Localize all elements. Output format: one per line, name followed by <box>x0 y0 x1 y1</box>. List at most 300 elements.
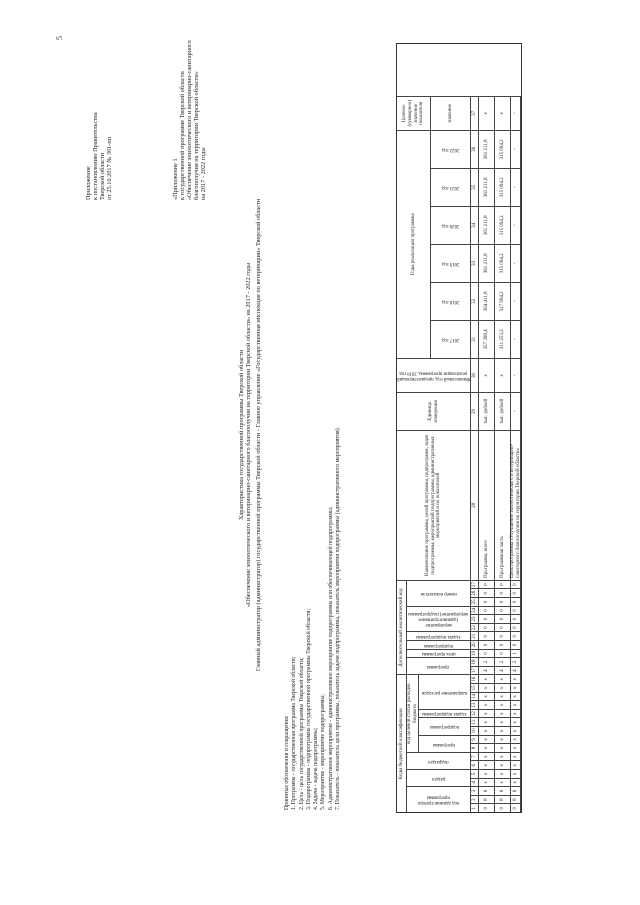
column-number-text: 27 <box>471 582 477 588</box>
column-number <box>471 683 479 692</box>
annex-line: «Обеспечение эпизоотического и ветеринарно-санитарного <box>186 40 193 200</box>
row-name-text: Программная часть <box>499 536 505 578</box>
code-cell <box>479 657 495 666</box>
column-number <box>471 244 479 282</box>
column-number-text: 25 <box>471 599 477 605</box>
header-task-num-text: задача подпрограммы <box>416 634 461 639</box>
header-years-text: Годы реализации программы <box>410 213 416 276</box>
header-year-3-text: 2019 год <box>441 261 460 267</box>
header-task <box>419 709 471 718</box>
column-number-text: 6 <box>471 763 477 767</box>
column-number-text: 37 <box>471 110 477 116</box>
column-number <box>471 580 479 589</box>
header-sub-num-text: подпрограмма <box>423 642 454 648</box>
column-number <box>471 631 479 640</box>
column-number <box>471 803 479 812</box>
header-year-2 <box>431 282 471 320</box>
code-cell <box>479 778 495 787</box>
row-name <box>511 430 521 580</box>
row-total-text: х <box>483 112 489 115</box>
column-number <box>471 795 479 804</box>
column-number-text: 35 <box>471 184 477 190</box>
code-cell <box>511 752 521 761</box>
approval-line: Тверской области <box>99 152 106 200</box>
code-cell <box>495 709 511 718</box>
code-cell <box>511 614 521 623</box>
code-cell-text: х <box>499 781 505 784</box>
column-number <box>471 752 479 761</box>
row-year-value-text: 364 411,8 <box>483 291 489 312</box>
row-fin-year-text: х <box>499 374 505 377</box>
row-unit <box>495 392 511 430</box>
column-number <box>471 709 479 718</box>
code-cell <box>479 649 495 658</box>
header-program-code <box>397 580 407 675</box>
column-number <box>471 760 479 769</box>
column-number-text: 8 <box>471 746 477 750</box>
code-cell <box>479 606 495 615</box>
row-year-value-text: - <box>512 300 518 303</box>
row-year-value-text: 361 211,8 <box>483 177 489 198</box>
row-year-value <box>511 168 521 206</box>
code-cell <box>511 692 521 701</box>
column-number-text: 4 <box>471 781 477 784</box>
header-section-text: раздел <box>431 775 446 781</box>
code-cell <box>511 580 521 589</box>
row-year-value <box>479 320 495 358</box>
code-cell-text: х <box>512 781 518 784</box>
code-cell <box>495 580 511 589</box>
header-event-text: мероприятие (административное мероприятие) подпрограммы <box>408 611 469 628</box>
row-year-value <box>479 206 495 244</box>
header-year-4 <box>431 206 471 244</box>
code-cell <box>479 726 495 735</box>
code-cell <box>495 726 511 735</box>
code-cell <box>495 606 511 615</box>
column-number <box>471 743 479 752</box>
column-number <box>471 358 479 392</box>
code-cell <box>495 674 511 683</box>
column-number-text: 7 <box>471 755 477 758</box>
row-year-value <box>495 206 511 244</box>
code-cell-text: х <box>512 720 518 724</box>
column-number <box>471 778 479 787</box>
column-number-text: 1 <box>471 806 477 810</box>
header-year-4-text: 2020 год <box>441 223 460 229</box>
column-number <box>471 674 479 683</box>
annex-line: к государственной программе Тверской области <box>179 71 186 200</box>
header-target-article <box>407 674 419 751</box>
row-fin-year <box>495 358 511 392</box>
code-cell-text: 0 <box>483 652 489 655</box>
code-cell-text: 0 <box>512 643 518 647</box>
code-cell-text: 2 <box>483 660 489 664</box>
row-year-value <box>479 130 495 168</box>
code-cell <box>479 743 495 752</box>
row-total-text: - <box>512 112 518 115</box>
column-number-text: 32 <box>471 298 477 304</box>
row-year-value-text: - <box>512 224 518 227</box>
header-unit <box>397 392 471 430</box>
code-cell <box>511 674 521 683</box>
column-number-text: 34 <box>471 222 477 228</box>
code-cell <box>495 623 511 632</box>
code-cell-text: 8 <box>499 798 505 801</box>
code-cell <box>511 623 521 632</box>
code-cell-text: 6 <box>483 789 489 793</box>
column-number <box>471 430 479 580</box>
code-cell-text: х <box>483 746 489 750</box>
header-admin-code <box>407 786 471 812</box>
code-cell-text: 0 <box>483 643 489 647</box>
row-fin-year-text: х <box>483 374 489 377</box>
code-cell <box>479 674 495 683</box>
code-cell-text: х <box>499 712 505 715</box>
code-cell <box>511 717 521 726</box>
code-cell-text: х <box>512 746 518 750</box>
code-cell-text: 0 <box>499 600 505 604</box>
header-value-text: значение <box>447 103 453 123</box>
header-year-2-text: 2018 год <box>441 299 460 305</box>
code-cell <box>495 631 511 640</box>
column-number <box>471 726 479 735</box>
annex-line: на 2017 - 2022 годы <box>200 147 207 200</box>
column-number-text: 19 <box>471 650 477 656</box>
code-cell-text: 0 <box>483 609 489 612</box>
document-title <box>238 105 262 765</box>
code-cell <box>511 649 521 658</box>
code-cell-text: х <box>483 695 489 698</box>
code-cell <box>495 588 511 597</box>
row-year-value-text: 357 398,4 <box>483 329 489 350</box>
code-cell <box>479 666 495 675</box>
row-year-value <box>495 244 511 282</box>
code-cell <box>479 769 495 778</box>
row-year-value-text: 315 094,2 <box>499 253 505 274</box>
code-cell-text: х <box>512 738 518 741</box>
column-number <box>471 666 479 675</box>
code-cell-text: х <box>483 772 489 776</box>
header-goal-text: цель программы <box>421 651 456 657</box>
code-cell-text: х <box>483 720 489 724</box>
legend-item: 3. Подпрограмма - подпрограмма государственной программы Тверской области; <box>305 608 312 810</box>
row-year-value <box>511 282 521 320</box>
code-cell <box>479 735 495 744</box>
code-cell-text: 8 <box>512 798 518 801</box>
header-years <box>397 130 431 358</box>
row-fin-year-text: - <box>512 374 518 377</box>
code-cell-text: 0 <box>483 626 489 629</box>
code-cell-text: х <box>499 720 505 724</box>
column-number <box>471 392 479 430</box>
row-year-value-text: 361 211,8 <box>483 215 489 236</box>
code-cell <box>511 760 521 769</box>
header-prog-program <box>407 657 471 674</box>
row-unit-text: тыс. рублей <box>483 398 489 424</box>
code-cell-text: х <box>499 763 505 767</box>
column-number-text: 36 <box>471 146 477 152</box>
annex-line: «Приложение 1 <box>172 158 179 200</box>
header-name-text: Наименование программы, целей программы, подпрограмм, задач подпрограммы, мероприятий подпрограммы, административных мероприятий и их показателей <box>425 434 442 576</box>
code-cell-text: 2 <box>512 660 518 664</box>
code-cell-text: 0 <box>512 583 518 586</box>
column-number <box>471 717 479 726</box>
code-cell-text: х <box>483 763 489 767</box>
header-program-code-text: Дополнительный аналитический код <box>398 588 404 667</box>
code-cell-text: х <box>512 686 518 690</box>
code-cell-text: х <box>499 772 505 776</box>
column-number-text: 22 <box>471 625 477 631</box>
code-cell <box>511 597 521 606</box>
header-task-num <box>407 631 471 640</box>
code-cell <box>495 735 511 744</box>
header-subsection-text: подраздел <box>428 758 449 764</box>
row-name-text: Программа, всего <box>483 540 489 578</box>
column-number <box>471 606 479 615</box>
code-cell <box>495 597 511 606</box>
code-cell-text: х <box>483 729 489 733</box>
row-year-value <box>479 168 495 206</box>
code-cell <box>479 623 495 632</box>
header-indicator <box>407 580 471 606</box>
header-subprogram-text: подпрограмма <box>429 724 460 730</box>
code-cell <box>479 588 495 597</box>
code-cell <box>495 760 511 769</box>
column-number-text: 18 <box>471 659 477 665</box>
code-cell-text: х <box>483 781 489 784</box>
header-goal <box>407 649 471 658</box>
row-year-value-text: 361 211,8 <box>483 139 489 160</box>
row-year-value-text: - <box>512 262 518 265</box>
code-cell <box>495 640 511 649</box>
code-cell <box>495 666 511 675</box>
column-number <box>471 786 479 795</box>
code-cell <box>479 580 495 589</box>
code-cell-text: 4 <box>499 669 505 672</box>
row-year-value <box>495 130 511 168</box>
code-cell <box>495 778 511 787</box>
row-name <box>495 430 511 580</box>
code-cell <box>479 692 495 701</box>
code-cell-text: 0 <box>512 600 518 604</box>
code-cell-text: 0 <box>499 591 505 595</box>
code-cell-text: 0 <box>483 583 489 586</box>
column-number <box>471 623 479 632</box>
code-cell <box>511 640 521 649</box>
code-cell-text: 0 <box>512 634 518 638</box>
code-cell-text: х <box>483 703 489 707</box>
column-number-text: 5 <box>471 772 477 776</box>
code-cell-text: 0 <box>483 806 489 810</box>
code-cell <box>495 803 511 812</box>
code-cell-text: х <box>483 677 489 681</box>
code-cell <box>511 778 521 787</box>
row-unit-text: тыс. рублей <box>499 398 505 424</box>
annex-line: благополучия на территории Тверской области» <box>193 71 200 200</box>
code-cell <box>495 692 511 701</box>
code-cell-text: 0 <box>499 617 505 621</box>
code-cell <box>479 683 495 692</box>
column-number <box>471 588 479 597</box>
code-cell <box>511 709 521 718</box>
code-cell-text: х <box>499 755 505 758</box>
column-number-text: 13 <box>471 702 477 708</box>
column-number-text: 28 <box>471 502 477 508</box>
header-task-text: задача подпрограммы <box>422 711 467 717</box>
row-total <box>511 96 521 130</box>
row-total <box>495 96 511 130</box>
code-cell <box>479 631 495 640</box>
column-number-text: 23 <box>471 616 477 622</box>
row-year-value <box>495 168 511 206</box>
code-cell-text: 0 <box>499 634 505 638</box>
code-cell-text: 0 <box>499 806 505 810</box>
column-number-text: 10 <box>471 728 477 734</box>
code-cell-text: х <box>512 772 518 776</box>
code-cell-text: х <box>499 695 505 698</box>
code-cell-text: 0 <box>499 609 505 612</box>
code-cell <box>495 649 511 658</box>
code-cell <box>495 657 511 666</box>
code-cell <box>479 700 495 709</box>
code-cell <box>511 588 521 597</box>
code-cell <box>495 786 511 795</box>
code-cell <box>495 614 511 623</box>
code-cell-text: х <box>512 763 518 767</box>
header-event <box>407 606 471 632</box>
header-program-text: программа <box>433 741 456 747</box>
row-year-value-text: 315 094,2 <box>499 139 505 160</box>
row-year-value <box>511 244 521 282</box>
header-indicator-text: номер показателя <box>420 591 457 597</box>
code-cell <box>495 683 511 692</box>
code-cell-text: 8 <box>483 798 489 801</box>
code-cell <box>511 606 521 615</box>
code-cell <box>495 795 511 804</box>
header-fin-year <box>397 358 471 392</box>
program-table <box>396 43 522 813</box>
header-budget-codes <box>397 674 407 812</box>
header-name <box>397 430 471 580</box>
code-cell-text: х <box>499 738 505 741</box>
column-number-text: 15 <box>471 685 477 691</box>
column-number-text: 26 <box>471 590 477 596</box>
code-cell-text: 2 <box>499 660 505 664</box>
column-number <box>471 735 479 744</box>
code-cell-text: 0 <box>512 609 518 612</box>
row-year-value <box>495 320 511 358</box>
code-cell <box>495 743 511 752</box>
legend-item: 2. Цель - цель государственной программы Тверской области; <box>298 657 305 810</box>
approval-line: к постановлению Правительства <box>92 112 99 200</box>
column-number-text: 31 <box>471 336 477 342</box>
code-cell <box>511 795 521 804</box>
header-unit-text: Единица измерения <box>427 400 439 423</box>
header-year-1-text: 2017 год <box>441 337 460 343</box>
column-number-text: 30 <box>471 372 477 378</box>
column-number <box>471 96 479 130</box>
code-cell-text: 4 <box>483 669 489 672</box>
row-year-value <box>511 320 521 358</box>
column-number-text: 21 <box>471 633 477 639</box>
row-total-text: х <box>499 112 505 115</box>
column-number-text: 20 <box>471 642 477 648</box>
code-cell-text: х <box>499 686 505 690</box>
column-number <box>471 692 479 701</box>
header-direction-text: направление расходов <box>421 689 468 695</box>
row-year-value-text: 361 211,8 <box>483 253 489 274</box>
row-fin-year <box>479 358 495 392</box>
row-unit <box>511 392 521 430</box>
column-number <box>471 649 479 658</box>
header-sub-num <box>407 640 471 649</box>
header-prog-program-text: программа <box>427 664 450 670</box>
row-year-value <box>495 282 511 320</box>
row-name-text: Цель программы «Улучшение эпизоотического и ветеринарно-санитарного благополучия на территории Тверской области» <box>509 443 521 578</box>
page-number: 5 <box>55 36 64 40</box>
column-number-text: 12 <box>471 711 477 717</box>
header-subsection <box>407 752 471 769</box>
legend-item: 1. Программа - государственная программа Тверской области; <box>291 656 298 810</box>
header-budget-codes-text: Коды бюджетной классификации <box>398 708 404 780</box>
column-number <box>471 769 479 778</box>
column-number <box>471 657 479 666</box>
annex-block <box>172 40 207 200</box>
column-number <box>471 597 479 606</box>
code-cell <box>495 700 511 709</box>
column-number-text: 9 <box>471 738 477 741</box>
header-program <box>419 735 471 752</box>
code-cell <box>511 803 521 812</box>
column-number-text: 29 <box>471 408 477 414</box>
column-number <box>471 700 479 709</box>
code-cell-text: х <box>512 677 518 681</box>
row-unit <box>479 392 495 430</box>
header-admin-code-text: код администратора программы <box>418 794 459 806</box>
code-cell-text: 0 <box>483 634 489 638</box>
title-line: Главный администратор (администратор) государственной программы Тверской области - Главное управление «Государственная инспекция по ветеринарии» Тверской области <box>255 198 262 672</box>
header-year-1 <box>431 320 471 358</box>
code-cell-text: 0 <box>512 617 518 621</box>
code-cell <box>511 726 521 735</box>
code-cell <box>479 795 495 804</box>
row-unit-text: - <box>512 410 518 413</box>
code-cell-text: х <box>499 703 505 707</box>
row-year-value-text: - <box>512 148 518 151</box>
code-cell <box>511 735 521 744</box>
legend-item: 4. Задача - задача подпрограммы; <box>313 727 320 810</box>
code-cell <box>479 614 495 623</box>
header-section <box>407 769 471 786</box>
code-cell <box>511 657 521 666</box>
column-number-text: 2 <box>471 798 477 801</box>
column-number-text: 24 <box>471 607 477 613</box>
legend-item: 7. Показатель - показатель цели программы, показатель задачи подпрограммы, показатель мероприятия подпрограммы (административного мероприятия). <box>335 426 342 810</box>
header-value <box>431 96 471 130</box>
code-cell-text: 0 <box>499 652 505 655</box>
row-year-value <box>479 282 495 320</box>
row-year-value-text: - <box>512 338 518 341</box>
code-cell-text: 0 <box>499 583 505 586</box>
approval-line: от 25.10.2017 № 361-пп <box>106 136 113 200</box>
code-cell <box>479 709 495 718</box>
title-line: «Обеспечение эпизоотического и ветеринарно-санитарного благополучия на территории Тверской области» на 2017 - 2022 годы <box>245 262 252 608</box>
code-cell-text: 0 <box>499 643 505 647</box>
code-cell-text: 4 <box>512 669 518 672</box>
header-total <box>397 96 431 130</box>
header-year-6 <box>431 130 471 168</box>
code-cell-text: х <box>499 729 505 733</box>
